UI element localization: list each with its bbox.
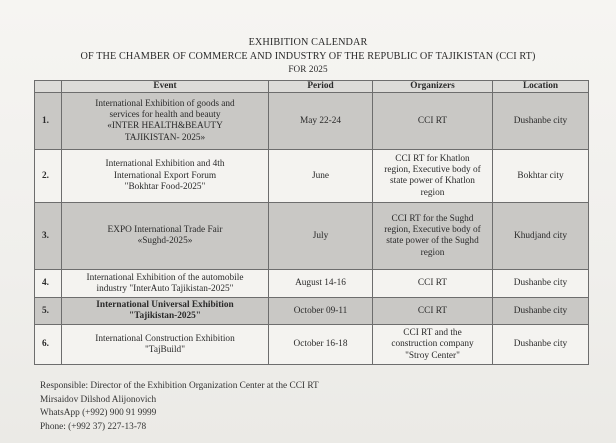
organizer-line: region, Executive body of [384,225,481,235]
location-cell: Dushanbe city [493,325,589,365]
event-line: industry "InterAuto Tajikistan-2025" [96,283,234,294]
event-line: TAJIKISTAN- 2025» [124,132,206,143]
organizer-line: construction company [391,339,474,350]
table-row [35,270,589,298]
organizers-cell [373,93,493,150]
organizer-line: CCI RT and the [403,327,462,338]
title-line-2: OF THE CHAMBER OF COMMERCE AND INDUSTRY OF THE REPUBLIC OF TAJIKISTAN (CCI RT) [80,50,536,62]
event-line: «Sughd-2025» [137,236,193,247]
row-number: 3. [35,203,62,270]
location-cell: Khudjand city [493,203,589,270]
location-cell: Dushanbe city [493,298,589,325]
organizers-cell [373,298,493,325]
event-cell [62,203,269,270]
organizer-line: CCI RT [417,305,448,316]
responsible-name: Mirsaidov Dilshod Alijonovich [40,394,157,405]
row-number: 4. [35,270,62,298]
event-line: «INTER HEALTH&BEAUTY [107,121,223,132]
table-header-row [35,81,589,93]
header-location: Location [493,81,589,93]
organizer-line: "Stroy Center" [405,350,460,361]
table-row [35,203,589,270]
table-row [35,325,589,365]
exhibition-calendar-table [34,80,589,365]
organizer-line: region, Executive body of [384,165,481,175]
event-line: services for health and beauty [109,110,221,120]
event-line: International Export Forum [113,170,217,181]
header-period: Period [269,81,373,93]
period-cell: May 22-24 [269,93,373,150]
table-row [35,93,589,150]
event-cell [62,270,269,298]
organizer-line: CCI RT [417,115,448,126]
row-number: 2. [35,150,62,203]
event-line: International Exhibition and 4th [105,159,225,170]
organizer-line: region [420,247,445,258]
event-line: EXPO International Trade Fair [107,225,223,235]
header-event: Event [62,81,269,93]
phone-contact: Phone: (+992 37) 227-13-78 [40,421,147,432]
contact-footer [40,380,319,434]
organizer-line: CCI RT for the Sughd [391,213,474,224]
location-cell: Dushanbe city [493,270,589,298]
organizer-line: state power of Khatlon [390,176,475,187]
responsible-line: Responsible: Director of the Exhibition Organization Center at the CCI RT [40,381,319,391]
organizers-cell [373,150,493,203]
event-cell [62,150,269,203]
row-number: 1. [35,93,62,150]
organizer-line: state power of the Sughd [386,236,479,247]
header-organizers: Organizers [373,81,493,93]
organizer-line: region [420,187,445,198]
organizers-cell [373,325,493,365]
row-number: 6. [35,325,62,365]
header-num [35,81,62,93]
location-cell: Dushanbe city [493,93,589,150]
organizer-line: CCI RT for Khatlon [395,153,470,164]
event-line: "Bokhtar Food-2025" [124,182,206,193]
document-title [0,36,616,77]
event-cell [62,298,269,325]
table-row [35,150,589,203]
organizers-cell [373,270,493,298]
event-line: "TajBuild" [145,344,185,355]
event-line: International Construction Exhibition [95,333,235,344]
title-line-1: EXHIBITION CALENDAR [248,37,368,48]
event-cell [62,93,269,150]
event-line: "Tajikistan-2025" [129,311,201,322]
event-line: International Exhibition of the automobile [86,272,244,283]
period-cell: October 16-18 [269,325,373,365]
period-cell: July [269,203,373,270]
location-cell: Bokhtar city [493,150,589,203]
event-cell [62,325,269,365]
organizer-line: CCI RT [417,278,448,289]
table-row [35,298,589,325]
whatsapp-contact: WhatsApp (+992) 900 91 9999 [40,408,157,419]
period-cell: October 09-11 [269,298,373,325]
period-cell: August 14-16 [269,270,373,298]
organizers-cell [373,203,493,270]
period-cell: June [269,150,373,203]
title-line-3: FOR 2025 [288,64,328,74]
event-line: International Universal Exhibition [96,300,234,310]
event-line: International Exhibition of goods and [95,98,235,109]
row-number: 5. [35,298,62,325]
